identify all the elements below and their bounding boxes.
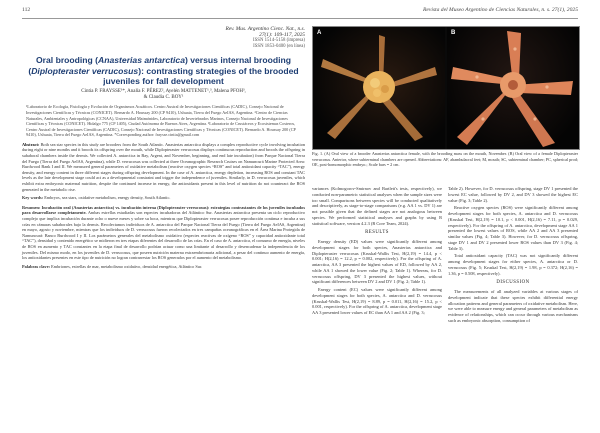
right-column-2	[448, 186, 578, 326]
paragraph: Energy content (EC) values were significantly different among development stages for both species, A. antarctica and D. verrucosus (Kruskal-Wallis Test, H(2,19) = 8.89, p = 0.011, H(2,16) = 15.2, p < 0.001, respectively). For the offspring of A. antarctica, development stage AA 3 presented lower values of EC than AA 1 and AA 2 (Fig. 3;	[312, 287, 442, 315]
issn-online: ISSN 1853-0400 (en línea)	[253, 44, 305, 49]
title-species-1: Anasterias antarctica	[98, 55, 185, 65]
title-species-2: Diplopteraster verrucosus	[31, 65, 139, 76]
right-column-1	[312, 186, 442, 318]
resumen	[22, 205, 305, 261]
paragraph: Reactive oxygen species (ROS) were significantly different among development stages for both species, A. antarctica and D. verrucosus (Kruskal Test, H(2,19) = 10.1, p < 0.001, H(2,16) = 7.11, p = 0.029, respectively). For the offspring of A. antarctica, development stage AA 1 presented the lowest values of ROS, while AA 2 and AA 3 presented similar values (Fig. 4; Table 3). However, for D. verrucosus offspring, stage DV 1 and DV 2 presented lower ROS values than DV 3 (Fig. 4; Table 3).	[448, 205, 578, 251]
authors	[22, 89, 305, 102]
article-title	[28, 55, 299, 87]
keywords	[22, 195, 305, 201]
sea-star-photo-a	[313, 27, 445, 149]
header-rule	[22, 18, 578, 19]
abstract-label: Abstract:	[22, 141, 40, 147]
panel-a-label: A	[317, 30, 322, 36]
resumen-label: Resumen:	[22, 204, 41, 210]
abstract-text: Both sea star species in this study are brooders from the South Atlantic. Anasterias antarctica displays a complex reproductive cycle involving incubation during eight or nine months and it broods its offspring over the mouth, while Diplopteraster verrucosus displays continuous reproduction and broods the offspring in subaboral chambers inside the dermis. We collected A. antarctica in Bay, Argent, and November, beginning, and end late incubation) from Parque Nacional Tierra del Fuego (Tierra del Fuego AeIAS, Argentina), while D. verrucosus was collected at three Oceanographic Research Cruises on Namuncurá Marine Protected Area: Burdwood Bank I and II. We measured general parameters of oxidative metabolism (reactive oxygen species “ROS” and total antioxidant capacity “TAC”), energy density, and energy content in three different stages during offspring development. In the case of A. antarctica, energy depletion, increasing ROS and constant TAC levels as the late development stage could act as a developmental constraint and trigger the independence of juveniles. Similarly, in D. verrucosus juveniles, which exhibit extra embryonic maternal nutrition, despite the continued increase in energy, the antioxidants present in this level of nutrition do not counteract the ROS generated in the metabolic rise.	[22, 141, 306, 192]
abstract	[22, 142, 305, 192]
authors-line-1: Cintia P. FRAYSSE¹*, Analía F. PÉREZ², Ayelén MATTENET¹,³, Malena PFOH³,	[81, 88, 246, 94]
keywords-label: Key words:	[22, 195, 44, 201]
page-number: 112	[22, 7, 31, 13]
palabras-label: Palabras clave:	[22, 263, 51, 269]
discussion-heading: DISCUSSION	[496, 280, 530, 286]
sea-star-photo-b	[447, 27, 579, 149]
volume-pages: 27(1): 109-117, 2025	[259, 32, 305, 38]
title-part-2: ) versus internal brooding (	[28, 55, 291, 76]
affiliations: ¹Laboratorio de Ecología, Fisiología y Evolución de Organismos Acuáticos. Centro Austral de Investigaciones Científicas (CADIC), Consejo Nacional de Investigaciones Científicas y Técnicas (CONICET). Bernardo A. Houssay 200 (CP 9410), Ushuaia, Tierra del Fuego AeIAS, Argentina. ²Centro de Ciencias Naturales, Ambientales y Antropológicas (CCNAA), Universidad Maimónides, Laboratorio de Invertebrados Marinos, Consejo Nacional de Investigaciones Científicas y Técnicas (CONICET). Hidalgo 775 (CP 1405), Ciudad Autónoma de Buenos Aires, Argentina. ³Laboratorio de Crustáceos y Ecosistemas Costeros, Centro Austral de Investigaciones Científicas (CADIC), Consejo Nacional de Investigaciones Científicas y Técnicas (CONICET). Bernardo A. Houssay 200 (CP 9410), Ushuaia, Tierra del Fuego AeIAS, Argentina. *Corresponding author: fraysse.cintia@gmail.com	[26, 104, 296, 138]
results-heading: RESULTS	[365, 230, 389, 236]
paragraph: Energy density (ED) values were significantly different among development stages for both species, Anasterias antarctica and Diplopteraster verrucosus (Kruskal-Wallis Test, H(2,19) = 14.4, p < 0.001; H(2,16) = 12.2, p = 0.002, respectively). For the offspring of A. antarctica, AA 3 presented the highest values of ED, followed by AA 2, while AA 1 showed the lower value (Fig. 2; Table 1). Whereas, for D. verrucosus offspring, DV 3 presented the highest values, without significant differences between DV 2 and DV 1 (Fig. 2; Table 1).	[312, 239, 442, 285]
figure-1	[312, 26, 580, 150]
keywords-text: Embryos, sea stars, oxidative metabolism, energy density, South Atlantic.	[44, 195, 171, 201]
palabras-text: Embriones, estrellas de mar, metabolismo oxidativo, densidad energética, Atlántico Sur.	[51, 263, 203, 269]
resumen-title: Incubación oral (Anasterias antarctica) vs. incubación interna (Diplopteraster verrucosus): estrategias contrastantes de los juveniles incubados para desarrollarse completamente.	[22, 204, 305, 216]
figure-panel-a	[313, 27, 445, 149]
resumen-text: Ambas estrellas estudiadas son especies incubadoras del Atlántico Sur. Anasterias antarctica presenta un ciclo reproductivo complejo que implica incubación durante ocho o nueve meses y sobre su boca, mientras que Diplopteraster verrucosus posee reproducción continua e incuba a sus crías en cámaras subaborales bajo la dermis. Recolectamos individuos de A. antarctica del Parque Nacional Tierra del Fuego (Tierra del Fuego AeIAS, Argentina) en mayo, agosto y noviembre, mientras que los individuos de D. verrucosus fueron recolectados en tres campañas oceanográficas en el Área Marina Protegida de Namuncurá: Banco Burdwood I y II. Los parámetros generales del metabolismo oxidativo (especies reactivas de oxígeno “ROS” y capacidad antioxidante total “TAC”), densidad y contenido energético se midieron en tres etapas diferentes del desarrollo de las crías. En el caso de A. antarctica, el consumo de energía, niveles de ROS en aumento y TAC constantes en la etapa final de desarrollo podrían actuar como una limitante al desarrollo y desencadenar la independencia de los juveniles. Del mismo modo, en los juveniles de D. verrucosus, que poseen nutrición materna extraembrionaria adicional, a pesar del continuo aumento de energía, los antioxidantes presentes en este tipo de nutrición no logran contrarrestar los ROS generados por el aumento del metabolismo.	[22, 210, 306, 261]
figure-caption: Fig. 1. (A) Oral view of a brooder Anasterias antarctica female, with the brooding mass on the mouth, November. (B) Oral view of a female Diplopteraster verrucosus. Anterior, where subterminal chambers are opened. Abbreviations: AF, abambulacral feet; M, mouth; SC, subterminal chamber; PC, spherical prod; OE, post-homomorphic embryo.; Scale bars = 2 cm.	[312, 151, 578, 167]
article-meta	[172, 26, 305, 50]
authors-line-2: & Claudia C. BOY¹	[143, 94, 184, 100]
paragraph: Total antioxidant capacity (TAC) was not significantly different among development stages for either species, A. antarctica or D. verrucosus (Fig. 5; Kruskal Test, H(2,19) = 1.98, p = 0.372; H(2,16) = 1.36, p = 0.508, respectively).	[448, 253, 578, 276]
paragraph: The measurements of all analyzed variables at various stages of development indicate that these species exhibit differential energy allocation patterns and general parameters of oxidative metabolism. Here, we were able to measure energy and general parameters of metabolism as evidence of relationships, which can occur through various mechanisms such as embryonic absorption, consumption of	[448, 289, 578, 323]
title-part-1: Oral brooding (	[35, 55, 99, 65]
panel-b-label: B	[451, 30, 456, 36]
journal-running-title: Revista del Museo Argentino de Ciencias Naturales, n. s. 27(1), 2025	[422, 7, 578, 13]
issn-print: ISSN 1514-5158 (impresa)	[253, 38, 305, 43]
journal-abbrev: Rev. Mus. Argentino Cienc. Nat., n.s.	[225, 26, 305, 32]
paragraph: variances (Kolmogorov-Smirnov and Bartlett's tests, respectively), we conducted non-parametric statistical analyses when the sample sizes were too small. Comparisons between species will be conducted qualitatively and descriptively, as stage-to-stage comparisons (e.g. AA 1 vs. DV 1) are not possible given that the defined stages are not analogous between species. We performed statistical analyses and graphs by using R statistical software, version 4.2.3 (R Core Team, 2024).	[312, 186, 442, 226]
palabras-clave	[22, 264, 305, 270]
title-part-3: ): contrasting strategies of the brooded juveniles for fall development	[103, 65, 299, 86]
left-column	[22, 26, 305, 269]
paragraph: Table 2). However, for D. verrucosus offspring, stage DV 1 presented the lowest EC value, followed by DV 2, and DV 3 showed the highest EC value (Fig. 3; Table 2).	[448, 186, 578, 203]
figure-panel-b	[447, 27, 579, 149]
running-header	[22, 7, 578, 17]
